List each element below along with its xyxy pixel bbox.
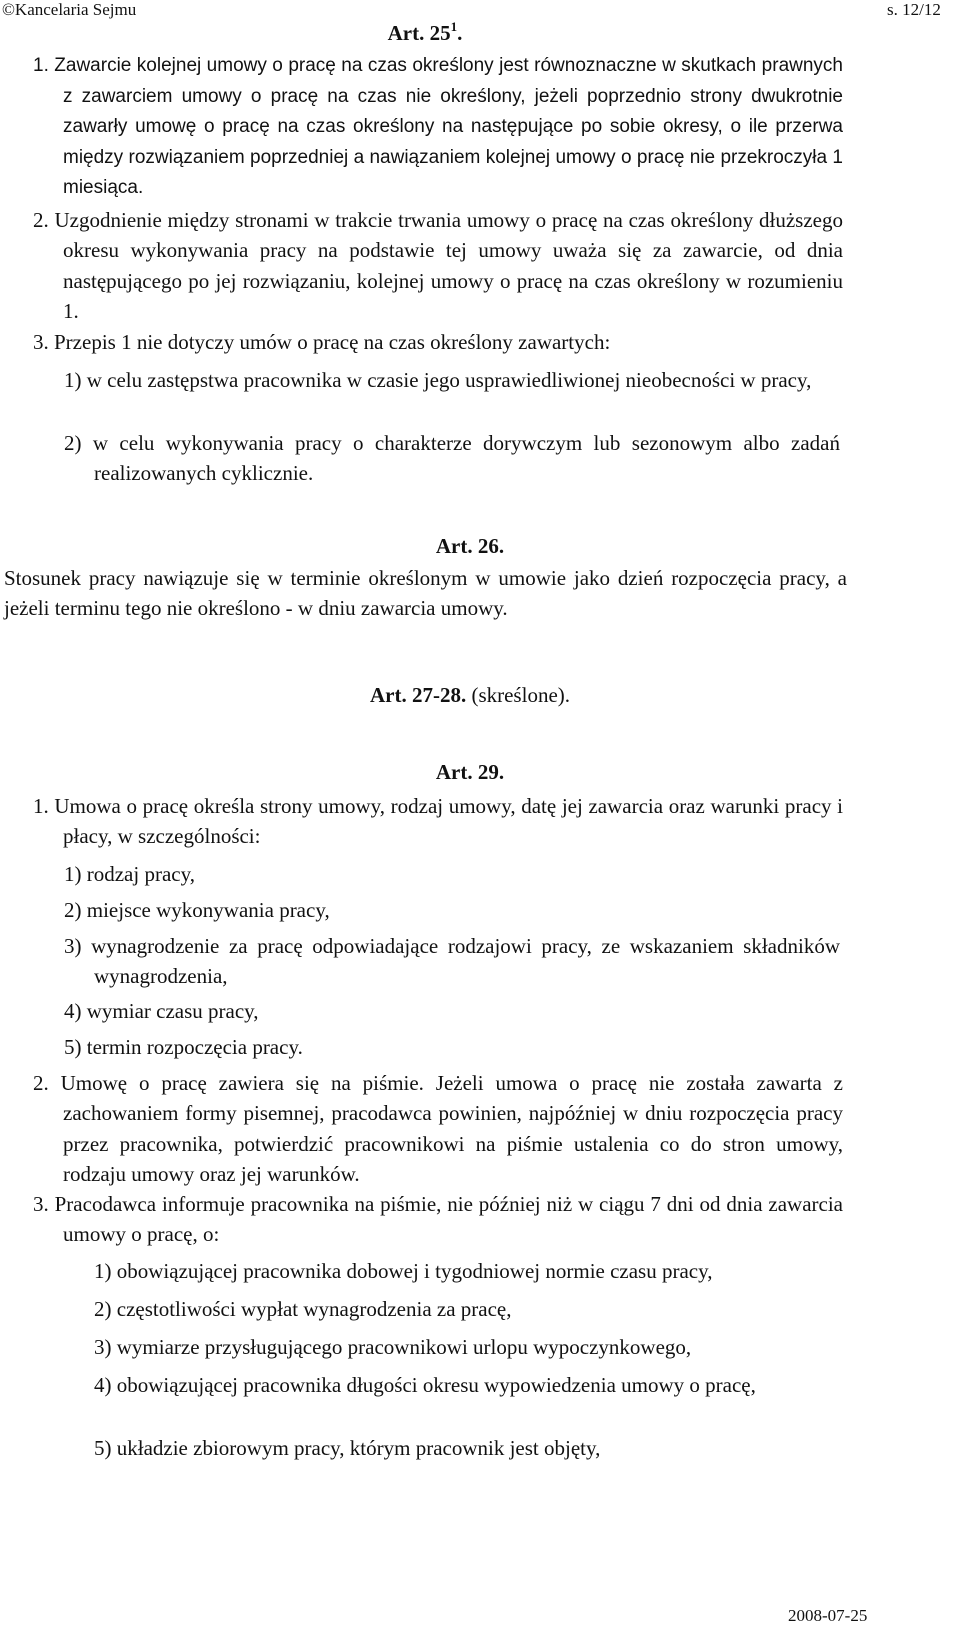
art26-text: Stosunek pracy nawiązuje się w terminie określonym w umowie jako dzień rozpoczęcia pracy, a jeżeli terminu tego nie określono - w dniu zawarcia umowy. [4, 566, 847, 621]
art29-paragraph-1: 1. Umowa o pracę określa strony umowy, rodzaj umowy, datę jej zawarcia oraz warunki pracy i płacy, w szczególności: [33, 794, 843, 849]
article-26-heading: Art. 26. [435, 534, 505, 558]
article-heading-text: Art. 25 [387, 21, 451, 45]
art29-p1-item-4: 4) wymiar czasu pracy, [64, 999, 259, 1023]
art25-paragraph-3: 3. Przepis 1 nie dotyczy umów o pracę na czas określony zawartych: [33, 330, 611, 354]
art29-p3-item-5: 5) układzie zbiorowym pracy, którym pracownik jest objęty, [94, 1436, 601, 1460]
art29-p3-item-1: 1) obowiązującej pracownika dobowej i tygodniowej normie czasu pracy, [94, 1259, 713, 1283]
art29-p3-item-4: 4) obowiązującej pracownika długości okresu wypowiedzenia umowy o pracę, [94, 1373, 756, 1397]
art29-p3-item-2: 2) częstotliwości wypłat wynagrodzenia za pracę, [94, 1297, 512, 1321]
header-source: ©Kancelaria Sejmu [2, 0, 137, 19]
art29-p1-item-5: 5) termin rozpoczęcia pracy. [64, 1035, 303, 1059]
art29-p1-item-1: 1) rodzaj pracy, [64, 862, 195, 886]
art29-paragraph-3: 3. Pracodawca informuje pracownika na piśmie, nie później niż w ciągu 7 dni od dnia zawarcia umowy o pracę, o: [33, 1192, 843, 1247]
art29-p1-item-2: 2) miejsce wykonywania pracy, [64, 898, 330, 922]
article-heading-superscript: 1 [450, 19, 458, 34]
footer-date: 2008-07-25 [788, 1606, 868, 1625]
art25-p3-item-2: 2) w celu wykonywania pracy o charakterze dorywczym lub sezonowym albo zadań realizowanych cyklicznie. [64, 431, 840, 486]
art29-p3-item-3: 3) wymiarze przysługującego pracownikowi urlopu wypoczynkowego, [94, 1335, 692, 1359]
art25-paragraph-1: 1. Zawarcie kolejnej umowy o pracę na czas określony jest równoznaczne w skutkach prawnych z zawarciem umowy o pracę na czas nie określony, jeżeli poprzednio strony dwukrotnie zawarły umowę o pracę na czas określony na następujące po sobie okresy, o ile przerwa między rozwiązaniem poprzedniej a nawiązaniem kolejnej umowy o pracę nie przekroczyła 1 miesiąca. [33, 55, 843, 199]
article-27-28-heading [0, 681, 940, 709]
art25-paragraph-2: 2. Uzgodnienie między stronami w trakcie trwania umowy o pracę na czas określony dłuższego okresu wykonywania pracy na podstawie tej umowy uważa się za zawarcie, od dnia następującego po jej rozwiązaniu, kolejnej umowy o pracę na czas określony w rozumieniu 1. [33, 208, 843, 323]
art29-p1-item-3: 3) wynagrodzenie za pracę odpowiadające rodzajowi pracy, ze wskazaniem składników wynagrodzenia, [64, 934, 840, 989]
page-number: s. 12/12 [887, 0, 941, 19]
article-29-heading: Art. 29. [435, 760, 505, 784]
article-heading-dot: . [457, 21, 463, 45]
art25-p3-item-1: 1) w celu zastępstwa pracownika w czasie jego usprawiedliwionej nieobecności w pracy, [64, 368, 812, 392]
article-27-28-number: Art. 27-28. [369, 683, 467, 707]
art29-paragraph-2: 2. Umowę o pracę zawiera się na piśmie. Jeżeli umowa o pracę nie została zawarta z zachowaniem formy pisemnej, pracodawca powinien, najpóźniej w dniu rozpoczęcia pracy przez pracownika, potwierdzić pracownikowi na piśmie ustalenia co do stron umowy, rodzaju umowy oraz jej warunków. [33, 1071, 843, 1186]
article-25-1-heading [0, 19, 850, 47]
article-27-28-note: (skreślone). [466, 683, 571, 707]
